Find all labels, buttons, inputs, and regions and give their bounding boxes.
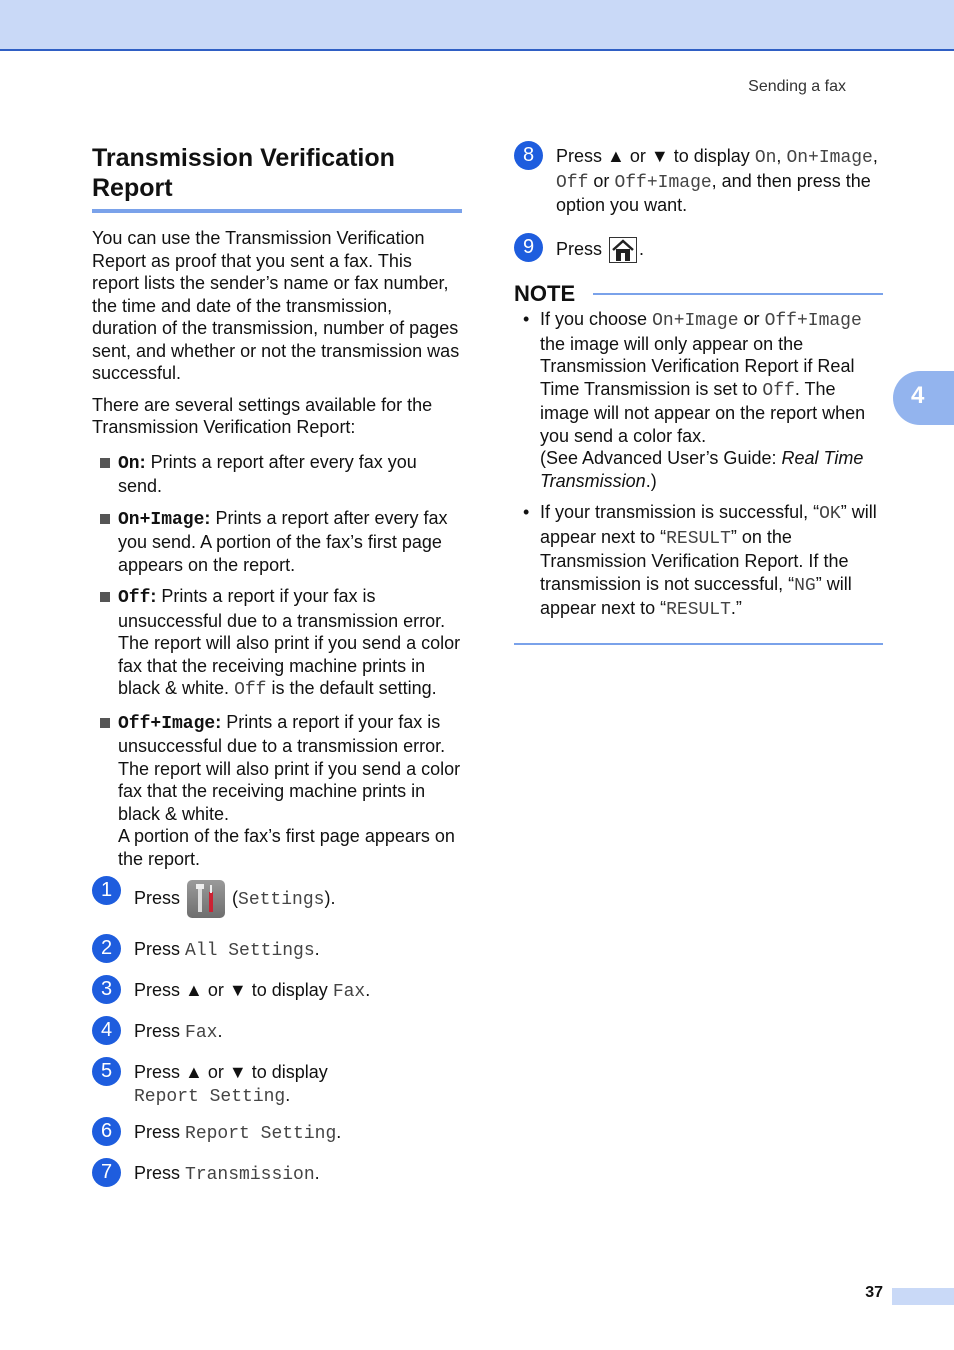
step-5: 5 Press ▲ or ▼ to display Report Setting. <box>92 1061 472 1108</box>
chapter-tab <box>893 371 954 425</box>
list-item: On: Prints a report after every fax you send. <box>92 451 462 498</box>
step-7: 7 Press Transmission. <box>92 1162 472 1190</box>
note-item: • If your transmission is successful, “OK” will appear next to “RESULT” on the Transmission Verification Report. If the transmission is not successful, “NG” will appear next to “RESULT.” <box>523 502 877 620</box>
home-icon <box>609 237 637 263</box>
note-header <box>514 281 883 307</box>
up-arrow-icon: ▲ <box>607 146 625 166</box>
settings-tools-icon <box>187 880 225 918</box>
chapter-number: 4 <box>911 382 925 409</box>
step-number: 5 <box>92 1057 121 1086</box>
header-band <box>0 0 954 51</box>
step-3: 3 Press ▲ or ▼ to display Fax. <box>92 979 472 1007</box>
step-9: 9 Press . <box>514 237 884 263</box>
step-number: 2 <box>92 934 121 963</box>
square-bullet-icon <box>100 718 110 728</box>
step-4: 4 Press Fax. <box>92 1020 472 1048</box>
steps-left <box>92 876 472 1190</box>
bullet-dot-icon: • <box>523 502 530 522</box>
step-number: 3 <box>92 975 121 1004</box>
step-number: 6 <box>92 1117 121 1146</box>
list-item: On+Image: Prints a report after every fax you send. A portion of the fax’s first page appears on the report. <box>92 507 462 577</box>
footer-band <box>892 1288 954 1305</box>
up-arrow-icon: ▲ <box>185 980 203 1000</box>
step-number: 9 <box>514 233 543 262</box>
note-title: NOTE <box>514 281 576 306</box>
running-header: Sending a fax <box>748 78 846 95</box>
list-item: Off: Prints a report if your fax is unsuccessful due to a transmission error. The report will also print if you send a color fax that the receiving machine prints in black & white. Off is the default setting. <box>92 585 462 702</box>
up-arrow-icon: ▲ <box>185 1062 203 1082</box>
step-number: 8 <box>514 141 543 170</box>
down-arrow-icon: ▼ <box>650 146 669 166</box>
step-1: 1 Press (Settings). <box>92 880 472 918</box>
step-number: 1 <box>92 876 121 905</box>
step-6: 6 Press Report Setting. <box>92 1121 472 1149</box>
note-rule <box>593 293 883 295</box>
down-arrow-icon: ▼ <box>228 980 247 1000</box>
down-arrow-icon: ▼ <box>228 1062 247 1082</box>
step-number: 7 <box>92 1158 121 1187</box>
left-column <box>92 143 462 879</box>
section-title: Transmission Verification Report <box>92 143 462 213</box>
step-8: 8 Press ▲ or ▼ to display On, On+Image, Off or Off+Image, and then press the option you want. <box>514 145 884 217</box>
settings-intro: There are several settings available for the Transmission Verification Report: <box>92 394 433 437</box>
bullet-dot-icon: • <box>523 309 530 329</box>
step-2: 2 Press All Settings. <box>92 938 472 966</box>
settings-list <box>92 451 462 871</box>
note-body <box>514 308 883 645</box>
square-bullet-icon <box>100 514 110 524</box>
step-number: 4 <box>92 1016 121 1045</box>
page-number: 37 <box>865 1284 883 1301</box>
intro-paragraph: You can use the Transmission Verification Report as proof that you sent a fax. This report lists the sender’s name or fax number, the time and date of the transmission, duration of the transmission, number of pages sent, and whether or not the transmission was successful. <box>92 228 460 383</box>
note-item: • If you choose On+Image or Off+Image the image will only appear on the Transmission Verification Report if Real Time Transmission is set to Off. The image will not appear on the report when you send a color fax. (See Advanced User’s Guide: Real Time Transmission.) <box>523 309 866 491</box>
list-item: Off+Image: Prints a report if your fax is unsuccessful due to a transmission error. The report will also print if you send a color fax that the receiving machine prints in black & white. A portion of the fax’s first page appears on the report. <box>92 711 462 871</box>
square-bullet-icon <box>100 458 110 468</box>
square-bullet-icon <box>100 592 110 602</box>
